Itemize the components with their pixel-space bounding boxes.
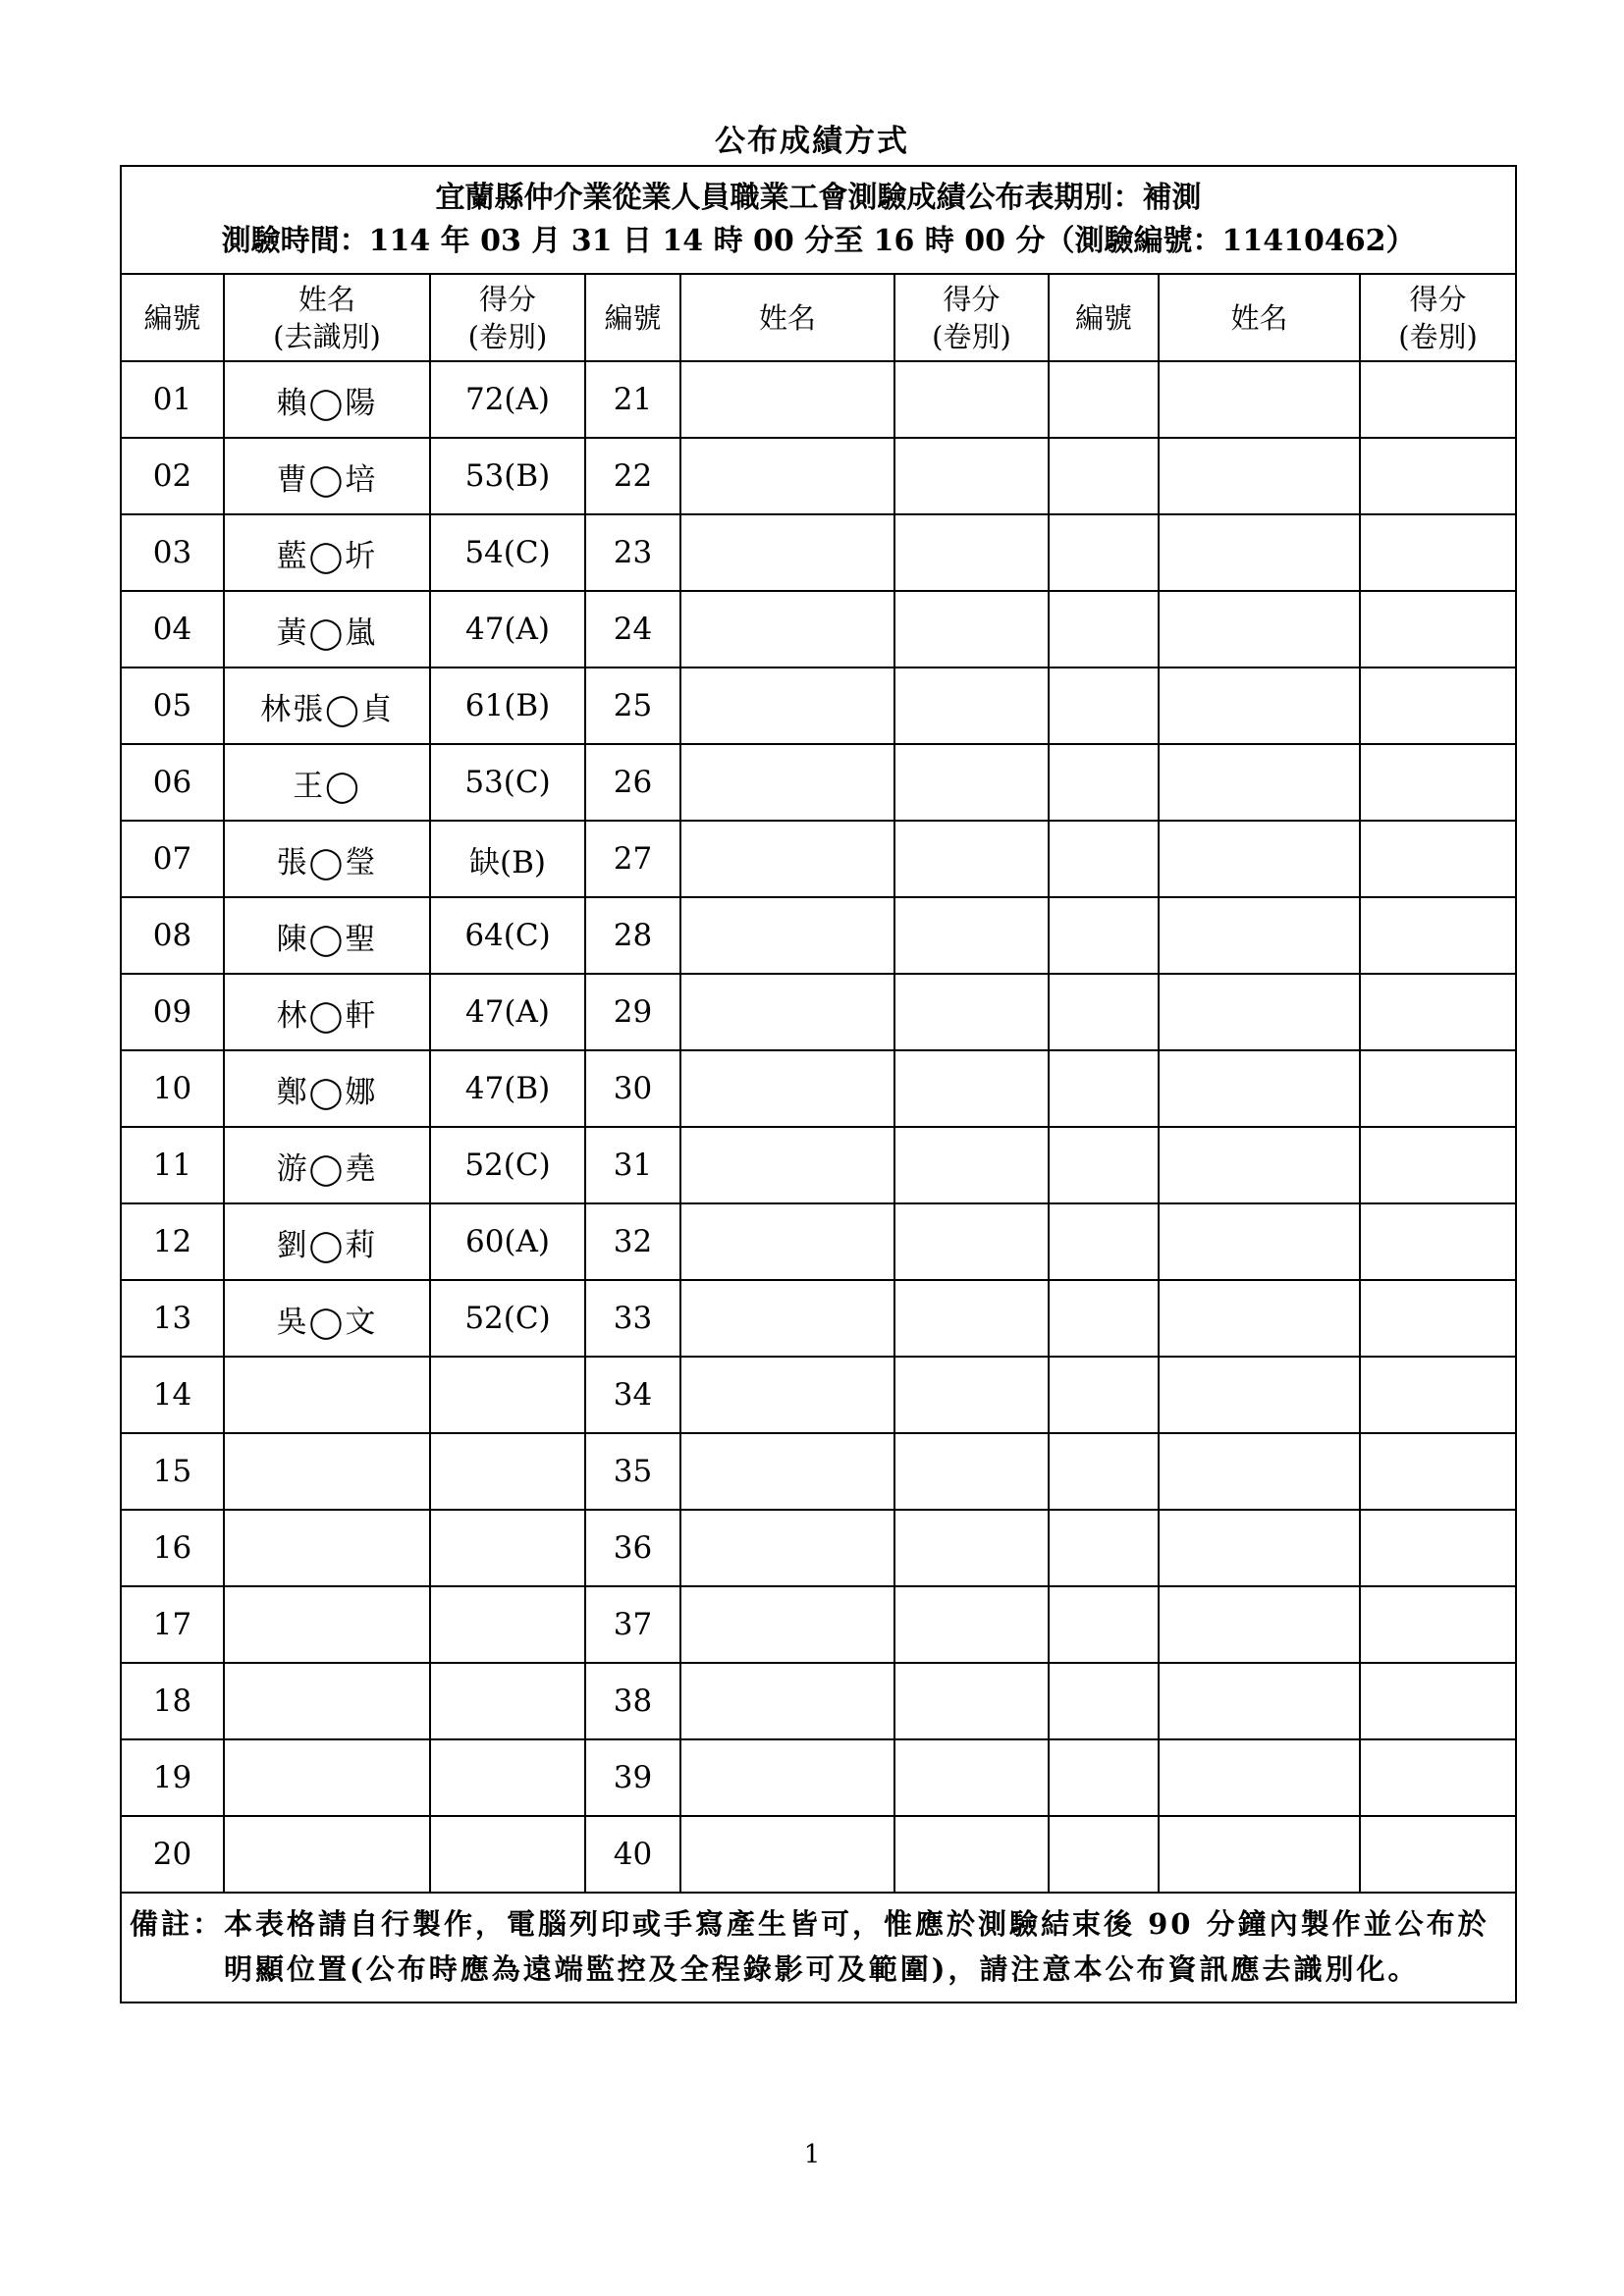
row-score-right xyxy=(1360,438,1516,514)
header-score-2 xyxy=(894,274,1049,361)
table-row xyxy=(121,361,1516,438)
row-number-left: 12 xyxy=(121,1203,224,1280)
header-number-1: 編號 xyxy=(121,274,224,361)
row-number-right xyxy=(1049,1663,1159,1739)
row-score-middle xyxy=(894,1127,1049,1203)
row-name: 吳◯文 xyxy=(224,1280,430,1357)
row-name: 林張◯貞 xyxy=(224,667,430,744)
page-number: 1 xyxy=(803,2140,821,2169)
header-name-deidentified xyxy=(224,274,430,361)
row-name-middle xyxy=(680,744,894,821)
row-number-left: 13 xyxy=(121,1280,224,1357)
table-row xyxy=(121,1739,1516,1816)
row-score-right xyxy=(1360,1739,1516,1816)
row-name-middle xyxy=(680,1663,894,1739)
row-number-right xyxy=(1049,974,1159,1050)
row-score: 60(A) xyxy=(430,1203,585,1280)
row-number-right xyxy=(1049,361,1159,438)
row-name-middle xyxy=(680,361,894,438)
row-score-right xyxy=(1360,1510,1516,1586)
row-name-right xyxy=(1159,361,1360,438)
row-score-middle xyxy=(894,361,1049,438)
row-score-middle xyxy=(894,1739,1049,1816)
row-score xyxy=(430,1739,585,1816)
row-score xyxy=(430,1663,585,1739)
row-name-right xyxy=(1159,1433,1360,1510)
row-name-middle xyxy=(680,1203,894,1280)
row-number-middle: 34 xyxy=(585,1357,680,1433)
table-row xyxy=(121,974,1516,1050)
row-score-middle xyxy=(894,897,1049,974)
row-name: 黃◯嵐 xyxy=(224,591,430,667)
row-score-right xyxy=(1360,1203,1516,1280)
header-score-label: 得分 xyxy=(943,282,1001,316)
row-number-left: 06 xyxy=(121,744,224,821)
header-name-2: 姓名 xyxy=(680,274,894,361)
row-score-right xyxy=(1360,1357,1516,1433)
row-name-middle xyxy=(680,1127,894,1203)
row-score: 54(C) xyxy=(430,514,585,591)
row-number-left: 09 xyxy=(121,974,224,1050)
table-row xyxy=(121,591,1516,667)
row-name-right xyxy=(1159,897,1360,974)
row-score-right xyxy=(1360,361,1516,438)
row-name-middle xyxy=(680,514,894,591)
row-score-middle xyxy=(894,438,1049,514)
table-row xyxy=(121,1127,1516,1203)
row-name xyxy=(224,1586,430,1663)
row-score-middle xyxy=(894,1816,1049,1893)
row-number-middle: 35 xyxy=(585,1433,680,1510)
row-score-right xyxy=(1360,591,1516,667)
row-score-right xyxy=(1360,821,1516,897)
row-number-left: 11 xyxy=(121,1127,224,1203)
row-score: 47(B) xyxy=(430,1050,585,1127)
score-announcement-table xyxy=(120,165,1517,2003)
table-row xyxy=(121,897,1516,974)
row-score-right xyxy=(1360,1663,1516,1739)
row-name-right xyxy=(1159,821,1360,897)
row-name-right xyxy=(1159,974,1360,1050)
row-score-right xyxy=(1360,514,1516,591)
row-number-left: 08 xyxy=(121,897,224,974)
header-paper-label: (卷別) xyxy=(1398,319,1478,353)
table-row xyxy=(121,1663,1516,1739)
header-paper-label: (卷別) xyxy=(932,319,1011,353)
row-number-middle: 28 xyxy=(585,897,680,974)
row-number-left: 19 xyxy=(121,1739,224,1816)
row-name-middle xyxy=(680,897,894,974)
row-name-middle xyxy=(680,1050,894,1127)
row-score-right xyxy=(1360,1816,1516,1893)
row-number-middle: 23 xyxy=(585,514,680,591)
row-number-left: 10 xyxy=(121,1050,224,1127)
row-score-middle xyxy=(894,744,1049,821)
row-name-middle xyxy=(680,1357,894,1433)
row-name: 曹◯培 xyxy=(224,438,430,514)
row-name-middle xyxy=(680,438,894,514)
row-number-right xyxy=(1049,591,1159,667)
table-title-cell xyxy=(121,166,1516,274)
row-name-right xyxy=(1159,1586,1360,1663)
row-number-right xyxy=(1049,438,1159,514)
row-name: 劉◯莉 xyxy=(224,1203,430,1280)
row-score-middle xyxy=(894,1433,1049,1510)
row-score xyxy=(430,1433,585,1510)
row-score: 53(B) xyxy=(430,438,585,514)
row-number-middle: 21 xyxy=(585,361,680,438)
row-number-left: 04 xyxy=(121,591,224,667)
row-number-left: 07 xyxy=(121,821,224,897)
row-name: 張◯瑩 xyxy=(224,821,430,897)
row-number-middle: 38 xyxy=(585,1663,680,1739)
table-row xyxy=(121,1050,1516,1127)
table-row xyxy=(121,1357,1516,1433)
row-score xyxy=(430,1357,585,1433)
row-name: 鄭◯娜 xyxy=(224,1050,430,1127)
row-score-middle xyxy=(894,1663,1049,1739)
row-score-right xyxy=(1360,897,1516,974)
row-number-middle: 36 xyxy=(585,1510,680,1586)
remark-cell xyxy=(121,1893,1516,2002)
header-name-label: 姓名 xyxy=(298,282,355,316)
row-score xyxy=(430,1510,585,1586)
header-number-3: 編號 xyxy=(1049,274,1159,361)
table-row xyxy=(121,744,1516,821)
row-number-right xyxy=(1049,744,1159,821)
row-number-left: 03 xyxy=(121,514,224,591)
row-name-right xyxy=(1159,1663,1360,1739)
row-number-left: 05 xyxy=(121,667,224,744)
row-name-right xyxy=(1159,1357,1360,1433)
remark-text: 本表格請自行製作，電腦列印或手寫產生皆可，惟應於測驗結束後 90 分鐘內製作並公布於明顯位置(公布時應為遠端監控及全程錄影可及範圍)，請注意本公布資訊應去識別化。 xyxy=(224,1907,1489,1986)
row-score: 52(C) xyxy=(430,1280,585,1357)
row-name xyxy=(224,1739,430,1816)
row-number-right xyxy=(1049,1739,1159,1816)
table-row xyxy=(121,821,1516,897)
row-score-right xyxy=(1360,744,1516,821)
row-name: 王◯ xyxy=(224,744,430,821)
row-score-middle xyxy=(894,591,1049,667)
row-number-left: 18 xyxy=(121,1663,224,1739)
row-number-middle: 33 xyxy=(585,1280,680,1357)
row-number-right xyxy=(1049,1127,1159,1203)
row-number-middle: 37 xyxy=(585,1586,680,1663)
table-row xyxy=(121,1586,1516,1663)
table-row xyxy=(121,438,1516,514)
header-score-label: 得分 xyxy=(1409,282,1467,316)
row-name-middle xyxy=(680,1816,894,1893)
row-name: 游◯堯 xyxy=(224,1127,430,1203)
row-score: 61(B) xyxy=(430,667,585,744)
row-number-middle: 32 xyxy=(585,1203,680,1280)
page-heading: 公布成績方式 xyxy=(715,124,909,159)
table-row xyxy=(121,514,1516,591)
row-score: 53(C) xyxy=(430,744,585,821)
row-name-middle xyxy=(680,1433,894,1510)
row-score: 缺(B) xyxy=(430,821,585,897)
row-name-middle xyxy=(680,667,894,744)
row-name-right xyxy=(1159,1816,1360,1893)
table-row xyxy=(121,1203,1516,1280)
row-score-middle xyxy=(894,974,1049,1050)
header-paper-label: (卷別) xyxy=(467,319,548,353)
row-name-right xyxy=(1159,1510,1360,1586)
table-row xyxy=(121,667,1516,744)
row-score-right xyxy=(1360,1050,1516,1127)
row-score: 52(C) xyxy=(430,1127,585,1203)
row-name xyxy=(224,1663,430,1739)
row-name: 林◯軒 xyxy=(224,974,430,1050)
table-row xyxy=(121,1816,1516,1893)
table-title-line1: 宜蘭縣仲介業從業人員職業工會測驗成績公布表期別：補測 xyxy=(435,181,1202,215)
row-name-right xyxy=(1159,514,1360,591)
table-row xyxy=(121,1510,1516,1586)
row-number-left: 15 xyxy=(121,1433,224,1510)
row-score-middle xyxy=(894,667,1049,744)
row-score-middle xyxy=(894,1586,1049,1663)
row-score-right xyxy=(1360,1433,1516,1510)
row-score-middle xyxy=(894,1203,1049,1280)
row-name: 陳◯聖 xyxy=(224,897,430,974)
row-score xyxy=(430,1816,585,1893)
row-name-middle xyxy=(680,1739,894,1816)
row-number-middle: 39 xyxy=(585,1739,680,1816)
remark-block xyxy=(130,1901,1507,1992)
row-name xyxy=(224,1510,430,1586)
row-number-middle: 29 xyxy=(585,974,680,1050)
row-score-right xyxy=(1360,1280,1516,1357)
row-number-middle: 25 xyxy=(585,667,680,744)
row-name: 藍◯圻 xyxy=(224,514,430,591)
row-name xyxy=(224,1433,430,1510)
row-score-middle xyxy=(894,1050,1049,1127)
row-name-middle xyxy=(680,591,894,667)
row-score: 64(C) xyxy=(430,897,585,974)
header-deidentified-label: (去識別) xyxy=(273,319,381,353)
row-number-right xyxy=(1049,1280,1159,1357)
row-score-middle xyxy=(894,514,1049,591)
header-score-3 xyxy=(1360,274,1516,361)
row-name: 賴◯陽 xyxy=(224,361,430,438)
header-name-3: 姓名 xyxy=(1159,274,1360,361)
table-header-row xyxy=(121,274,1516,361)
table-row xyxy=(121,1280,1516,1357)
remark-row xyxy=(121,1893,1516,2002)
row-name-right xyxy=(1159,1739,1360,1816)
row-number-right xyxy=(1049,667,1159,744)
row-number-middle: 26 xyxy=(585,744,680,821)
row-score: 47(A) xyxy=(430,591,585,667)
row-score: 47(A) xyxy=(430,974,585,1050)
header-score-1 xyxy=(430,274,585,361)
row-score-middle xyxy=(894,821,1049,897)
row-number-left: 01 xyxy=(121,361,224,438)
row-number-left: 20 xyxy=(121,1816,224,1893)
row-number-right xyxy=(1049,514,1159,591)
row-name-right xyxy=(1159,1203,1360,1280)
row-number-right xyxy=(1049,1357,1159,1433)
row-number-middle: 27 xyxy=(585,821,680,897)
row-number-right xyxy=(1049,1433,1159,1510)
row-score-right xyxy=(1360,1127,1516,1203)
row-score-middle xyxy=(894,1357,1049,1433)
row-number-middle: 24 xyxy=(585,591,680,667)
row-name-right xyxy=(1159,1280,1360,1357)
row-name-right xyxy=(1159,1127,1360,1203)
row-number-right xyxy=(1049,821,1159,897)
row-name xyxy=(224,1357,430,1433)
remark-label: 備註： xyxy=(130,1907,225,1941)
row-name-right xyxy=(1159,1050,1360,1127)
row-number-middle: 22 xyxy=(585,438,680,514)
row-number-right xyxy=(1049,1816,1159,1893)
row-score-middle xyxy=(894,1280,1049,1357)
row-name-right xyxy=(1159,744,1360,821)
row-name-right xyxy=(1159,667,1360,744)
table-title-line2: 測驗時間：114 年 03 月 31 日 14 時 00 分至 16 時 00 分（測驗編號：11410462） xyxy=(221,224,1416,258)
row-number-right xyxy=(1049,1510,1159,1586)
row-name-right xyxy=(1159,438,1360,514)
row-number-middle: 30 xyxy=(585,1050,680,1127)
row-score-right xyxy=(1360,667,1516,744)
row-number-left: 16 xyxy=(121,1510,224,1586)
row-score: 72(A) xyxy=(430,361,585,438)
header-number-2: 編號 xyxy=(585,274,680,361)
row-number-left: 02 xyxy=(121,438,224,514)
table-row xyxy=(121,1433,1516,1510)
row-score xyxy=(430,1586,585,1663)
row-name-middle xyxy=(680,974,894,1050)
row-score-right xyxy=(1360,1586,1516,1663)
header-score-label: 得分 xyxy=(478,282,536,316)
row-name-middle xyxy=(680,1586,894,1663)
row-number-middle: 31 xyxy=(585,1127,680,1203)
row-number-right xyxy=(1049,1203,1159,1280)
row-number-left: 14 xyxy=(121,1357,224,1433)
row-name-right xyxy=(1159,591,1360,667)
table-title-row xyxy=(121,166,1516,274)
row-name-middle xyxy=(680,1280,894,1357)
row-number-left: 17 xyxy=(121,1586,224,1663)
row-name xyxy=(224,1816,430,1893)
row-number-right xyxy=(1049,897,1159,974)
row-name-middle xyxy=(680,821,894,897)
row-number-right xyxy=(1049,1050,1159,1127)
row-name-middle xyxy=(680,1510,894,1586)
row-number-right xyxy=(1049,1586,1159,1663)
row-number-middle: 40 xyxy=(585,1816,680,1893)
row-score-right xyxy=(1360,974,1516,1050)
row-score-middle xyxy=(894,1510,1049,1586)
